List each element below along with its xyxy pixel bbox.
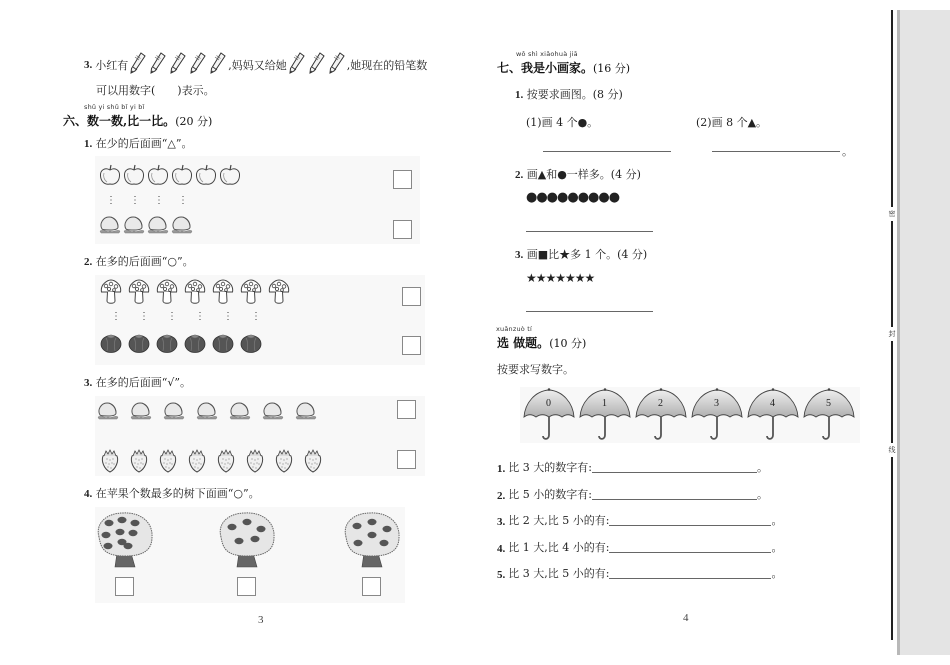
pencil-icon xyxy=(329,52,345,77)
tomato-row xyxy=(100,333,268,356)
umbrella-number: 3 xyxy=(714,398,719,409)
section-6-title-text: 六、数一数,比一比。 xyxy=(63,114,176,128)
mushroom-row xyxy=(100,279,296,308)
umbrella-panel xyxy=(520,387,860,443)
question-text-b: ,妈妈又给她 xyxy=(228,58,287,72)
apple-row xyxy=(99,164,243,189)
apple-tree xyxy=(217,511,277,572)
pencil-icon xyxy=(289,52,305,77)
page-number-right: 4 xyxy=(683,612,689,624)
pencil-group-first xyxy=(130,52,226,77)
binding-line xyxy=(891,10,893,640)
fill-question-4 xyxy=(497,539,782,555)
q1-number: 1. xyxy=(84,138,93,150)
answer-line[interactable] xyxy=(609,552,771,553)
q2-panel xyxy=(95,275,425,365)
peach-icon xyxy=(229,400,251,423)
binding-label-seal-2: 封 xyxy=(887,327,897,341)
pencil-icon xyxy=(190,52,206,77)
mushroom-icon xyxy=(128,279,150,308)
peach-icon xyxy=(99,214,121,237)
apple-icon xyxy=(99,164,121,189)
strawberry-icon xyxy=(274,449,294,476)
umbrella-0 xyxy=(523,387,573,443)
answer-box-tomatoes[interactable] xyxy=(402,336,421,355)
mushroom-icon xyxy=(184,279,206,308)
pencil-icon xyxy=(130,52,146,77)
section-8-title-text: 选 做题。 xyxy=(497,336,550,350)
fill-question-text: 比 3 大的数字有: xyxy=(508,461,592,474)
answer-box-tree-3[interactable] xyxy=(362,577,381,596)
fill-question-text: 比 2 大,比 5 小的有: xyxy=(508,514,610,527)
binding-label-seal-1: 密 xyxy=(887,207,897,221)
tree-icon xyxy=(95,511,155,569)
mushroom-icon xyxy=(156,279,178,308)
end-mark: 。 xyxy=(771,541,783,554)
pencil-question xyxy=(84,52,427,77)
end-mark: 。 xyxy=(771,514,783,527)
q1-prompt xyxy=(84,135,192,151)
strawberry-icon xyxy=(100,449,120,476)
fill-question-number: 3. xyxy=(497,516,506,528)
section-7-title-text: 七、我是小画家。 xyxy=(497,61,594,75)
pencil-icon xyxy=(210,52,226,77)
answer-box-peaches[interactable] xyxy=(397,400,416,419)
q4-prompt xyxy=(84,485,260,501)
mushroom-icon xyxy=(268,279,290,308)
section-6-points: (20 分) xyxy=(175,115,213,128)
page-number-left: 3 xyxy=(258,614,264,626)
end-mark: 。 xyxy=(771,567,783,580)
umbrella-2 xyxy=(635,387,685,443)
umbrella-number: 1 xyxy=(602,398,607,409)
end-mark: 。 xyxy=(756,461,768,474)
umbrella-icon xyxy=(635,387,687,443)
peach-icon xyxy=(262,400,284,423)
peach-icon xyxy=(171,214,193,237)
umbrella-icon xyxy=(691,387,743,443)
peach-icon xyxy=(147,214,169,237)
binding-label-seal-3: 线 xyxy=(887,443,897,457)
section-8-pinyin: xuǎnzuò tí xyxy=(496,325,532,333)
answer-line[interactable] xyxy=(592,472,757,473)
peach-icon xyxy=(295,400,317,423)
apple-tree xyxy=(95,511,155,572)
tomato-icon xyxy=(128,333,150,356)
draw-q1-end-mark: 。 xyxy=(842,145,853,158)
fill-question-text: 比 5 小的数字有: xyxy=(508,488,592,501)
draw-q3-number: 3. xyxy=(515,249,524,261)
q3-panel xyxy=(95,396,425,476)
fill-question-2 xyxy=(497,486,768,502)
strawberry-icon xyxy=(129,449,149,476)
vertical-dots: ⋮ xyxy=(167,311,177,322)
answer-box-strawberries[interactable] xyxy=(397,450,416,469)
apple-icon xyxy=(219,164,241,189)
strawberry-icon xyxy=(303,449,323,476)
question-text-a: 小红有 xyxy=(95,58,129,72)
answer-box-apples[interactable] xyxy=(393,170,412,189)
section-6-title xyxy=(63,112,212,129)
mushroom-icon xyxy=(100,279,122,308)
fill-question-number: 2. xyxy=(497,490,506,502)
draw-q1-text: 按要求画图。(8 分) xyxy=(526,88,623,101)
vertical-dots: ⋮ xyxy=(195,311,205,322)
tomato-icon xyxy=(240,333,262,356)
tomato-icon xyxy=(184,333,206,356)
draw-q3-text: 画■比★多 1 个。(4 分) xyxy=(526,248,648,261)
fill-question-3 xyxy=(497,512,782,528)
section-8-points: (10 分) xyxy=(549,337,587,350)
q4-panel xyxy=(95,507,405,603)
q2-prompt xyxy=(84,253,194,269)
vertical-dots: ⋮ xyxy=(154,195,164,206)
umbrella-icon xyxy=(803,387,855,443)
peach-row xyxy=(97,400,328,423)
draw-area-circles[interactable] xyxy=(543,151,671,152)
answer-box-peaches[interactable] xyxy=(393,220,412,239)
circle-symbols: ●●●●●●●●● xyxy=(526,190,620,205)
draw-q1-prompt xyxy=(515,86,623,102)
umbrella-number: 5 xyxy=(826,398,831,409)
answer-line[interactable] xyxy=(609,578,771,579)
match-dots xyxy=(102,312,270,322)
umbrella-5 xyxy=(803,387,853,443)
peach-icon xyxy=(130,400,152,423)
vertical-dots: ⋮ xyxy=(223,311,233,322)
vertical-dots: ⋮ xyxy=(139,311,149,322)
peach-row xyxy=(99,214,195,237)
vertical-dots: ⋮ xyxy=(111,311,121,322)
apple-icon xyxy=(171,164,193,189)
vertical-dots: ⋮ xyxy=(130,195,140,206)
tomato-icon xyxy=(156,333,178,356)
section-7-pinyin: wǒ shì xiǎohuà jiā xyxy=(516,50,578,58)
apple-icon xyxy=(147,164,169,189)
apple-icon xyxy=(195,164,217,189)
answer-box-tree-1[interactable] xyxy=(115,577,134,596)
umbrella-number: 2 xyxy=(658,398,663,409)
section-7-points: (16 分) xyxy=(593,62,631,75)
mushroom-icon xyxy=(212,279,234,308)
draw-q1-sub2: (2)画 8 个▲。 xyxy=(696,116,768,129)
star-symbols: ★★★★★★★ xyxy=(526,271,595,285)
instruction: 按要求写数字。 xyxy=(497,363,574,376)
tomato-icon xyxy=(212,333,234,356)
tree-icon xyxy=(217,511,277,569)
section-6-pinyin: shǔ yi shǔ bǐ yi bǐ xyxy=(84,103,145,111)
fill-question-number: 4. xyxy=(497,543,506,555)
q4-number: 4. xyxy=(84,488,93,500)
pencil-icon xyxy=(170,52,186,77)
q1-panel xyxy=(95,156,420,244)
umbrella-4 xyxy=(747,387,797,443)
section-8-title xyxy=(497,334,586,351)
vertical-dots: ⋮ xyxy=(106,195,116,206)
peach-icon xyxy=(123,214,145,237)
vertical-dots: ⋮ xyxy=(178,195,188,206)
answer-box-mushrooms[interactable] xyxy=(402,287,421,306)
fill-question-number: 5. xyxy=(497,569,506,581)
draw-q2-number: 2. xyxy=(515,169,524,181)
mushroom-icon xyxy=(240,279,262,308)
peach-icon xyxy=(163,400,185,423)
match-dots xyxy=(99,196,195,206)
fill-question-text: 比 3 大,比 5 小的有: xyxy=(508,567,610,580)
draw-area-q3[interactable] xyxy=(526,311,653,312)
draw-q1-sub1: (1)画 4 个●。 xyxy=(526,116,599,129)
q3-number: 3. xyxy=(84,377,93,389)
fill-question-number: 1. xyxy=(497,463,506,475)
tree-icon xyxy=(342,511,402,569)
pencil-icon xyxy=(309,52,325,77)
pencil-question-line2: 可以用数字( )表示。 xyxy=(96,84,215,97)
strawberry-icon xyxy=(216,449,236,476)
question-number: 3. xyxy=(84,58,93,71)
umbrella-icon xyxy=(523,387,575,443)
draw-q1-number: 1. xyxy=(515,89,524,101)
strawberry-icon xyxy=(187,449,207,476)
section-7-title xyxy=(497,59,630,76)
answer-line[interactable] xyxy=(592,499,757,500)
draw-area-triangles[interactable] xyxy=(712,151,840,152)
draw-q2-prompt xyxy=(515,166,641,182)
q4-text: 在苹果个数最多的树下面画“○”。 xyxy=(95,487,260,500)
umbrella-number: 0 xyxy=(546,398,551,409)
q2-number: 2. xyxy=(84,256,93,268)
draw-q3-prompt xyxy=(515,246,647,262)
umbrella-number: 4 xyxy=(770,398,775,409)
fill-question-5 xyxy=(497,565,782,581)
question-text-c: ,她现在的铅笔数 xyxy=(346,58,428,72)
apple-icon xyxy=(123,164,145,189)
strawberry-row xyxy=(100,449,332,476)
q3-prompt xyxy=(84,374,191,390)
apple-tree xyxy=(342,511,402,572)
strawberry-icon xyxy=(158,449,178,476)
end-mark: 。 xyxy=(756,488,768,501)
fill-question-text: 比 1 大,比 4 小的有: xyxy=(508,541,610,554)
answer-line[interactable] xyxy=(609,525,771,526)
draw-area-q2[interactable] xyxy=(526,231,653,232)
umbrella-icon xyxy=(579,387,631,443)
q1-text: 在少的后面画“△”。 xyxy=(95,137,193,150)
fill-question-1 xyxy=(497,459,768,475)
answer-box-tree-2[interactable] xyxy=(237,577,256,596)
peach-icon xyxy=(196,400,218,423)
pencil-group-second xyxy=(289,52,345,77)
q3-text: 在多的后面画“√”。 xyxy=(95,376,192,389)
umbrella-3 xyxy=(691,387,741,443)
umbrella-icon xyxy=(747,387,799,443)
strawberry-icon xyxy=(245,449,265,476)
binding-margin xyxy=(897,10,950,655)
vertical-dots: ⋮ xyxy=(251,311,261,322)
peach-icon xyxy=(97,400,119,423)
q2-text: 在多的后面画“○”。 xyxy=(95,255,194,268)
pencil-icon xyxy=(150,52,166,77)
draw-q2-text: 画▲和●一样多。(4 分) xyxy=(526,168,641,181)
tomato-icon xyxy=(100,333,122,356)
umbrella-1 xyxy=(579,387,629,443)
